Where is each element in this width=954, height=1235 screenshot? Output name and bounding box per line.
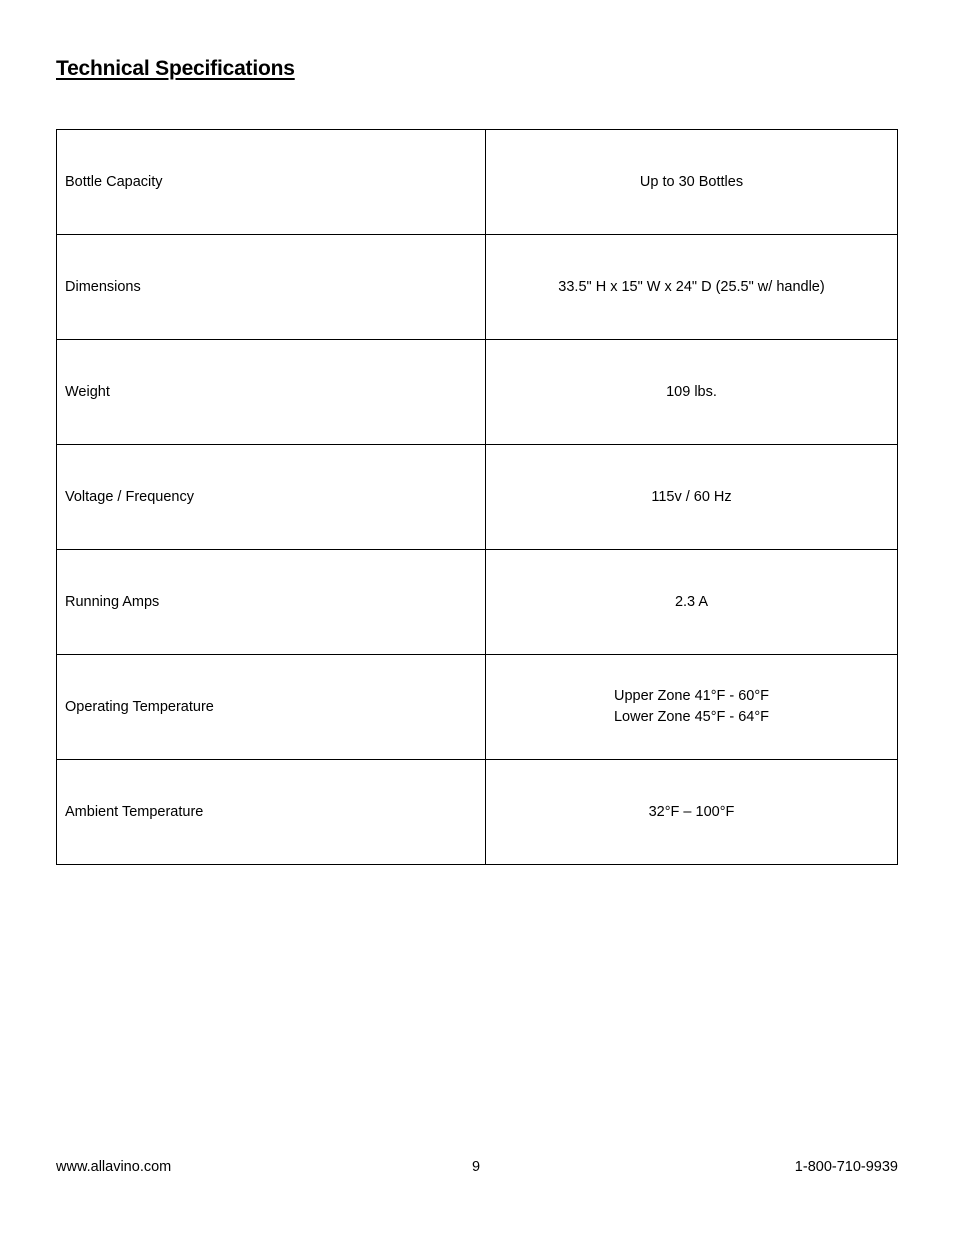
spec-value-line: Upper Zone 41°F - 60°F	[613, 688, 770, 704]
footer-website: www.allavino.com	[56, 1159, 172, 1175]
footer-page-number: 9	[472, 1159, 481, 1175]
table-row	[57, 760, 898, 865]
table-row	[57, 340, 898, 445]
spec-value	[486, 445, 898, 550]
spec-value	[486, 550, 898, 655]
spec-label: Voltage / Frequency	[57, 445, 486, 550]
spec-label: Running Amps	[57, 550, 486, 655]
spec-label: Ambient Temperature	[57, 760, 486, 865]
spec-value-line: 32°F – 100°F	[648, 803, 735, 820]
spec-label: Operating Temperature	[57, 655, 486, 760]
spec-value	[486, 760, 898, 865]
spec-value-line: Up to 30 Bottles	[639, 173, 744, 190]
spec-label: Dimensions	[57, 235, 486, 340]
spec-value	[486, 340, 898, 445]
table-row	[57, 130, 898, 235]
spec-value-line: 109 lbs.	[666, 383, 717, 400]
table-row	[57, 235, 898, 340]
spec-value	[486, 235, 898, 340]
spec-label: Weight	[57, 340, 486, 445]
spec-table	[56, 129, 898, 865]
spec-value-line: Lower Zone 45°F - 64°F	[613, 709, 770, 725]
table-row	[57, 445, 898, 550]
spec-value-line: 115v / 60 Hz	[651, 488, 732, 505]
spec-value	[486, 130, 898, 235]
table-row	[57, 550, 898, 655]
spec-value-line: 33.5" H x 15" W x 24" D (25.5" w/ handle)	[558, 278, 825, 295]
spec-label: Bottle Capacity	[57, 130, 486, 235]
spec-value	[486, 655, 898, 760]
table-row	[57, 655, 898, 760]
spec-value-line: 2.3 A	[674, 593, 709, 610]
page-title: Technical Specifications	[56, 57, 295, 80]
footer-phone: 1-800-710-9939	[794, 1159, 898, 1175]
